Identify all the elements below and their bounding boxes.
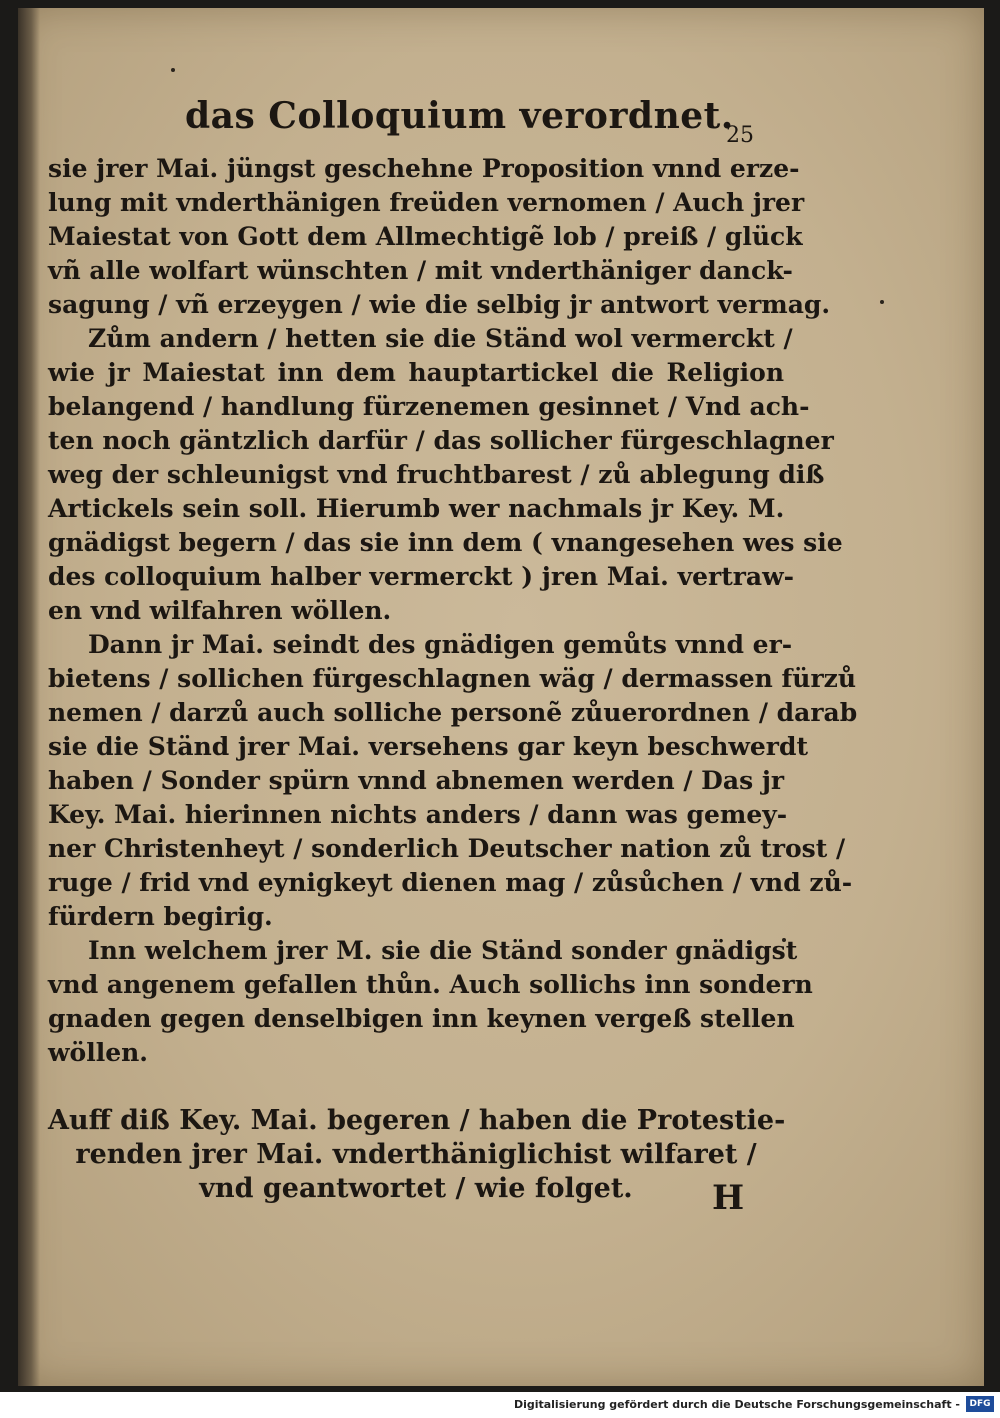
text-line: ner Christenheyt / sonderlich Deutscher nation zů trost / <box>48 834 846 863</box>
text-line: weg der schleunigst vnd fruchtbarest / zů ablegung diß <box>48 460 825 489</box>
text-line: lung mit vnderthänigen freüden vernomen / Auch jrer <box>48 188 805 217</box>
paragraph-gap <box>48 1070 784 1104</box>
text-line: Key. Mai. hierinnen nichts anders / dann was gemey- <box>48 800 788 829</box>
signature-mark: H <box>712 1178 745 1218</box>
running-header: das Colloquium verordnet. <box>185 95 734 137</box>
text-line: Artickels sein soll. Hierumb wer nachmals jr Key. M. <box>48 494 785 523</box>
text-line: vñ alle wolfart wünschten / mit vnderthäniger danck- <box>48 256 793 285</box>
ink-speck <box>880 300 884 304</box>
text-line: en vnd wilfahren wöllen. <box>48 596 392 625</box>
text-line: Zům andern / hetten sie die Ständ wol vermerckt / <box>88 324 793 353</box>
text-line: Dann jr Mai. seindt des gnädigen gemůts vnnd er- <box>88 630 793 659</box>
text-line: Maiestat von Gott dem Allmechtigẽ lob / preiß / glück <box>48 222 803 251</box>
text-line: des colloquium halber vermerckt ) jren Mai. vertraw- <box>48 562 795 591</box>
footer-credit: Digitalisierung gefördert durch die Deutsche Forschungsgemeinschaft - <box>513 1398 960 1411</box>
text-line: gnaden gegen denselbigen inn keynen vergeß stellen <box>48 1004 795 1033</box>
text-line: nemen / darzů auch solliche personẽ zůuerordnen / darab <box>48 698 858 727</box>
text-line: haben / Sonder spürn vnnd abnemen werden / Das jr <box>48 766 785 795</box>
page-number: 25 <box>726 123 754 148</box>
text-line: sagung / vñ erzeygen / wie die selbig jr antwort vermag. <box>48 290 831 319</box>
text-line: ruge / frid vnd eynigkeyt dienen mag / zůsůchen / vnd zů- <box>48 868 853 897</box>
closing-line: Auff diß Key. Mai. begeren / haben die Protestie- <box>48 1105 786 1136</box>
text-line: ten noch gäntzlich darfür / das sollicher fürgeschlagner <box>48 426 834 455</box>
text-line: Inn welchem jrer M. sie die Ständ sonder gnädigst <box>88 936 798 965</box>
closing-line: renden jrer Mai. vnderthäniglichist wilfaret / <box>75 1139 757 1170</box>
text-line: belangend / handlung fürzenemen gesinnet / Vnd ach- <box>48 392 810 421</box>
footer-bar <box>0 1392 1000 1418</box>
dfg-logo: DFG <box>966 1396 994 1412</box>
text-body <box>48 152 858 1206</box>
text-line: gnädigst begern / das sie inn dem ( vnangesehen wes sie <box>48 528 843 557</box>
text-line: wie jr Maiestat inn dem hauptartickel die Religion <box>48 358 784 387</box>
page-gutter <box>18 8 40 1386</box>
text-line: wöllen. <box>48 1038 148 1067</box>
text-line: sie jrer Mai. jüngst geschehne Proposition vnnd erze- <box>48 154 800 183</box>
closing-line: vnd geantwortet / wie folget. <box>199 1173 633 1204</box>
text-line: sie die Ständ jrer Mai. versehens gar keyn beschwerdt <box>48 732 808 761</box>
text-line: vnd angenem gefallen thůn. Auch sollichs inn sondern <box>48 970 813 999</box>
text-line: bietens / sollichen fürgeschlagnen wäg / dermassen fürzů <box>48 664 857 693</box>
text-line: fürdern begirig. <box>48 902 273 931</box>
ink-speck <box>171 68 175 72</box>
